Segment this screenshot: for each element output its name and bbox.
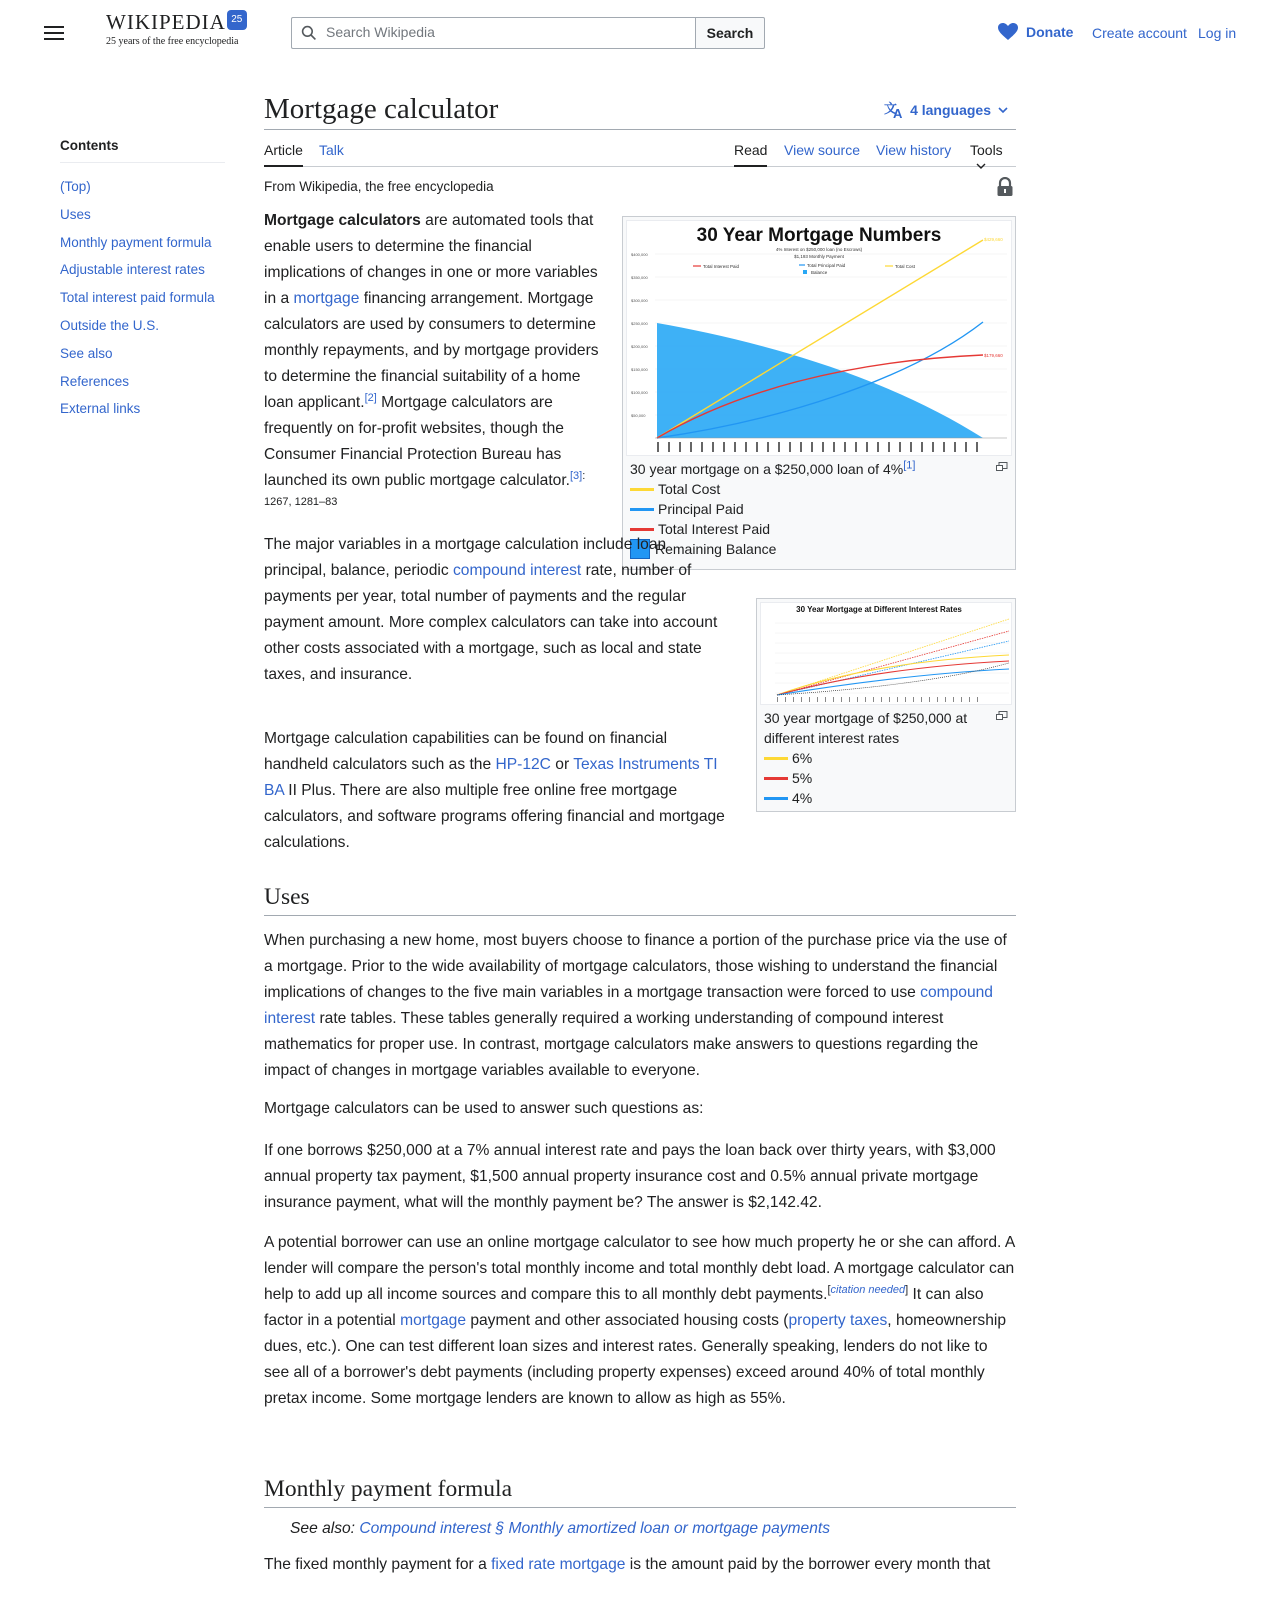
language-button[interactable] <box>884 101 1016 119</box>
svg-text:A: A <box>893 106 903 119</box>
toc-link[interactable]: See also <box>60 345 113 361</box>
tools-label: Tools <box>970 142 1003 158</box>
tab-view-history[interactable]: View history <box>876 142 952 158</box>
svg-text:$350,000: $350,000 <box>631 275 648 280</box>
translate-icon <box>884 101 904 119</box>
text: payment and other associated housing costs ( <box>466 1312 789 1329</box>
svg-text:$400,000: $400,000 <box>631 252 648 257</box>
swatch <box>630 508 654 511</box>
intro-paragraph-1 <box>264 208 604 520</box>
link-compound-interest[interactable]: compound interest <box>264 984 993 1027</box>
see-also-label: See also: <box>290 1520 360 1537</box>
tab-talk[interactable]: Talk <box>319 142 344 158</box>
legend-principal: Total Principal Paid <box>807 263 846 268</box>
legend-balance: Balance <box>811 270 828 275</box>
swatch <box>630 528 654 531</box>
x-axis-tick-marks <box>657 442 978 452</box>
enlarge-icon[interactable] <box>996 462 1008 472</box>
text: , homeownership dues, etc.). One can test different loan sizes and interest rates. Generally speaking, lenders do not like to see all of a borrower's debt payments (including property expenses) exceed around 40% of total monthly pretax income. Some mortgage lenders are known to allow as high as 55%. <box>264 1312 1007 1407</box>
link-compound-interest-section[interactable]: Compound interest § Monthly amortized loan or mortgage payments <box>359 1520 831 1537</box>
toc-item-external-links <box>60 401 225 429</box>
text: Mortgage calculators are frequently on for-profit websites, though the Consumer Financial Protection Bureau has launched its own public mortgage calculator. <box>264 394 570 489</box>
toc-list <box>60 179 225 429</box>
ref-link[interactable]: [2] <box>364 391 377 404</box>
toc-link[interactable]: Uses <box>60 206 91 222</box>
legend-label: Principal Paid <box>658 501 744 517</box>
link-mortgage[interactable]: mortgage <box>400 1312 466 1329</box>
text: The major variables in a mortgage calculation include loan principal, balance, periodic <box>264 536 667 579</box>
monthly-paragraph-1 <box>264 1552 1016 1578</box>
chart-title: 30 Year Mortgage at Different Interest Rates <box>796 605 962 614</box>
main-menu-button[interactable] <box>40 22 68 44</box>
figure-caption <box>626 456 1012 479</box>
text: A potential borrower can use an online mortgage calculator to see how much property he or she can afford. A lender will compare the person's total monthly income and total monthly debt load. A mortgage calculator can help to add up all income sources and compare this to all monthly debt payments. <box>264 1234 1015 1303</box>
toc-title: Contents <box>60 138 225 163</box>
legend-interest: Total Interest Paid <box>703 264 740 269</box>
end-label-interest: $179,660 <box>984 353 1003 358</box>
legend-label: 5% <box>792 770 813 786</box>
uses-paragraph-2: Mortgage calculators can be used to answer such questions as: <box>264 1100 704 1117</box>
legend-principal-paid <box>626 499 1012 519</box>
ref-pages: : 1267, 1281–83 <box>264 469 586 508</box>
text: The fixed monthly payment for a <box>264 1556 492 1573</box>
svg-text:$50,000: $50,000 <box>631 413 646 418</box>
uses-paragraph-1 <box>264 928 1016 1084</box>
toc-item-adjustable-rates <box>60 262 225 290</box>
heart-icon <box>998 23 1018 41</box>
main-content <box>264 88 1016 1573</box>
toc-item-total-interest <box>60 290 225 318</box>
uses-paragraph-3: If one borrows $250,000 at a 7% annual interest rate and pays the loan back over thirty years, with $3,000 annual property tax payment, $1,500 annual property insurance cost and 0.5% annual private mortgage insurance payment, what will the monthly payment be? The answer is $2,142.42. <box>264 1142 996 1211</box>
toc-link[interactable]: Monthly payment formula <box>60 234 212 250</box>
toc-item-top <box>60 179 225 207</box>
caption-ref-link[interactable]: [1] <box>903 459 916 472</box>
mortgage-numbers-svg <box>627 221 1011 455</box>
text: II Plus. There are also multiple free online free mortgage calculators, and software programs offering financial and mortgage calculations. <box>264 782 725 851</box>
toc-link[interactable]: (Top) <box>60 179 91 194</box>
intro-paragraph-3 <box>264 726 734 856</box>
text: or <box>550 756 574 773</box>
legend-cost: Total Cost <box>895 264 916 269</box>
text: Mortgage calculation capabilities can be found on financial handheld calculators such as the <box>264 730 668 773</box>
toc-link[interactable]: Adjustable interest rates <box>60 262 205 278</box>
toc-item-references <box>60 374 225 402</box>
logo-tagline: 25 years of the free encyclopedia <box>106 36 239 47</box>
see-also-hatnote <box>264 1520 1016 1538</box>
chevron-down-icon <box>996 105 1010 115</box>
link-hp-12c[interactable]: HP-12C <box>495 756 551 773</box>
svg-text:$100,000: $100,000 <box>631 390 648 395</box>
caption-text: 30 year mortgage on a $250,000 loan of 4% <box>630 461 904 477</box>
search-box <box>291 17 695 49</box>
link-texas-instruments[interactable]: Texas Instruments TI BA <box>264 756 718 799</box>
donate-label: Donate <box>1026 24 1074 40</box>
swatch <box>630 488 654 491</box>
subtitle-row <box>264 167 1016 209</box>
link-compound-interest[interactable]: compound interest <box>452 562 582 579</box>
toc-link[interactable]: Outside the U.S. <box>60 317 160 333</box>
lead-bold: Mortgage calculators <box>264 212 421 229</box>
chart-title: 30 Year Mortgage Numbers <box>696 225 942 246</box>
tab-article[interactable]: Article <box>264 142 303 167</box>
svg-text:$150,000: $150,000 <box>631 367 648 372</box>
legend-label: 6% <box>792 750 813 766</box>
toc-link[interactable]: Total interest paid formula <box>60 290 215 306</box>
citation-needed-link[interactable]: citation needed <box>830 1283 906 1296</box>
logo-wordmark: WIKIPEDIA <box>106 10 226 34</box>
svg-text:$200,000: $200,000 <box>631 344 648 349</box>
legend-label: Total Cost <box>658 481 721 497</box>
link-fixed-rate-mortgage[interactable]: fixed rate mortgage <box>491 1556 626 1573</box>
float-spacer-fig2 <box>724 532 1016 742</box>
tab-view-source[interactable]: View source <box>784 142 861 158</box>
table-of-contents <box>60 138 225 429</box>
toc-link[interactable]: References <box>60 373 130 389</box>
site-tagline: From Wikipedia, the free encyclopedia <box>264 179 494 194</box>
legend-label: Total Interest Paid <box>658 521 771 537</box>
figure-mortgage-numbers <box>622 216 1016 570</box>
toc-item-see-also <box>60 346 225 374</box>
link-mortgage[interactable]: mortgage <box>293 290 360 307</box>
legend-label: Remaining Balance <box>655 541 777 557</box>
site-header <box>0 0 1280 66</box>
text: are automated tools that enable users to determine the financial implications of changes in one or more variables in a <box>264 212 598 307</box>
search-icon <box>301 25 317 41</box>
wikipedia-logo[interactable] <box>106 10 256 47</box>
caption-text: 30 year mortgage of $250,000 at different interest rates <box>764 710 968 746</box>
lock-icon[interactable] <box>996 177 1014 197</box>
ref-link[interactable]: [3] <box>570 469 583 482</box>
toc-item-monthly-payment <box>60 235 225 263</box>
create-account-link[interactable]: Create account <box>1092 25 1187 41</box>
toc-link[interactable]: External links <box>60 401 141 417</box>
section-heading-monthly-payment: Monthly payment formula <box>264 1476 1016 1508</box>
chart-mortgage-numbers[interactable] <box>626 220 1012 456</box>
tab-read[interactable]: Read <box>734 142 767 167</box>
text: financing arrangement. Mortgage calculators are used by consumers to determine monthly repayments, and by mortgage providers to determine the financial suitability of a home loan applicant. <box>264 290 599 411</box>
search-form <box>291 17 765 49</box>
language-count: 4 languages <box>910 102 991 118</box>
toc-item-uses <box>60 207 225 235</box>
legend-total-cost <box>626 479 1012 499</box>
logo-badge: 25 <box>227 10 247 30</box>
y-axis-labels <box>631 252 648 418</box>
text: When purchasing a new home, most buyers choose to finance a portion of the purchase price via the use of a mortgage. Prior to the wide availability of mortgage calculators, those wishing to understand the financial implications of changes to the five main variables in a mortgage transaction were forced to use <box>264 932 1007 1001</box>
legend-label: 4% <box>792 790 813 806</box>
svg-text:$250,000: $250,000 <box>631 321 648 326</box>
link-property-taxes[interactable]: property taxes <box>788 1312 888 1329</box>
text: is the amount paid by the borrower every month that <box>625 1556 991 1573</box>
text: rate, number of payments per year, total number of payments and the regular payment amount. More complex calculators can take into account other costs associated with a mortgage, such as local and state taxes, and insurance. <box>264 562 718 683</box>
svg-text:文: 文 <box>884 101 898 116</box>
search-input[interactable] <box>326 24 666 40</box>
text: rate tables. These tables generally required a working understanding of compound interest mathematics for proper use. In contrast, mortgage calculators make answers to questions regarding the impact of changes in mortgage variables available to everyone. <box>264 1010 979 1079</box>
title-row <box>264 88 1016 130</box>
login-link[interactable]: Log in <box>1198 25 1237 41</box>
page-title: Mortgage calculator <box>264 93 499 125</box>
uses-paragraph-4: A potential borrower can use an online mortgage calculator to see how much property he or she can afford. A lender will compare the person's total monthly income and total monthly debt load. A mortgage calculator can help to add up all income sources and compare this to all monthly debt payments.[citation needed] It can also factor in a potential mortgage payment and other associated housing costs (property taxes, homeownership dues, etc.). One can test different loan sizes and interest rates. Generally speaking, lenders do not like to see all of a borrower's debt payments (including property expenses) exceed around 40% of total monthly pretax income. Some mortgage lenders are known to allow as high as 55%. <box>264 1234 1015 1407</box>
swatch <box>764 797 788 800</box>
svg-text:$300,000: $300,000 <box>631 298 648 303</box>
text: It can also factor in a potential <box>264 1286 984 1329</box>
chart-subtitle: $1,193 Monthly Payment <box>794 254 844 259</box>
donate-link[interactable] <box>998 23 1073 41</box>
page-tabs <box>264 130 1016 167</box>
section-heading-uses: Uses <box>264 884 1016 916</box>
chart-subtitle: 4% Interest on $250,000 loan (no Escrows) <box>775 247 863 252</box>
toc-item-outside-us <box>60 318 225 346</box>
end-label-cost: $429,660 <box>984 237 1003 242</box>
search-button[interactable]: Search <box>695 17 765 49</box>
legend-swatch-balance <box>803 270 807 274</box>
balance-area <box>657 323 983 438</box>
